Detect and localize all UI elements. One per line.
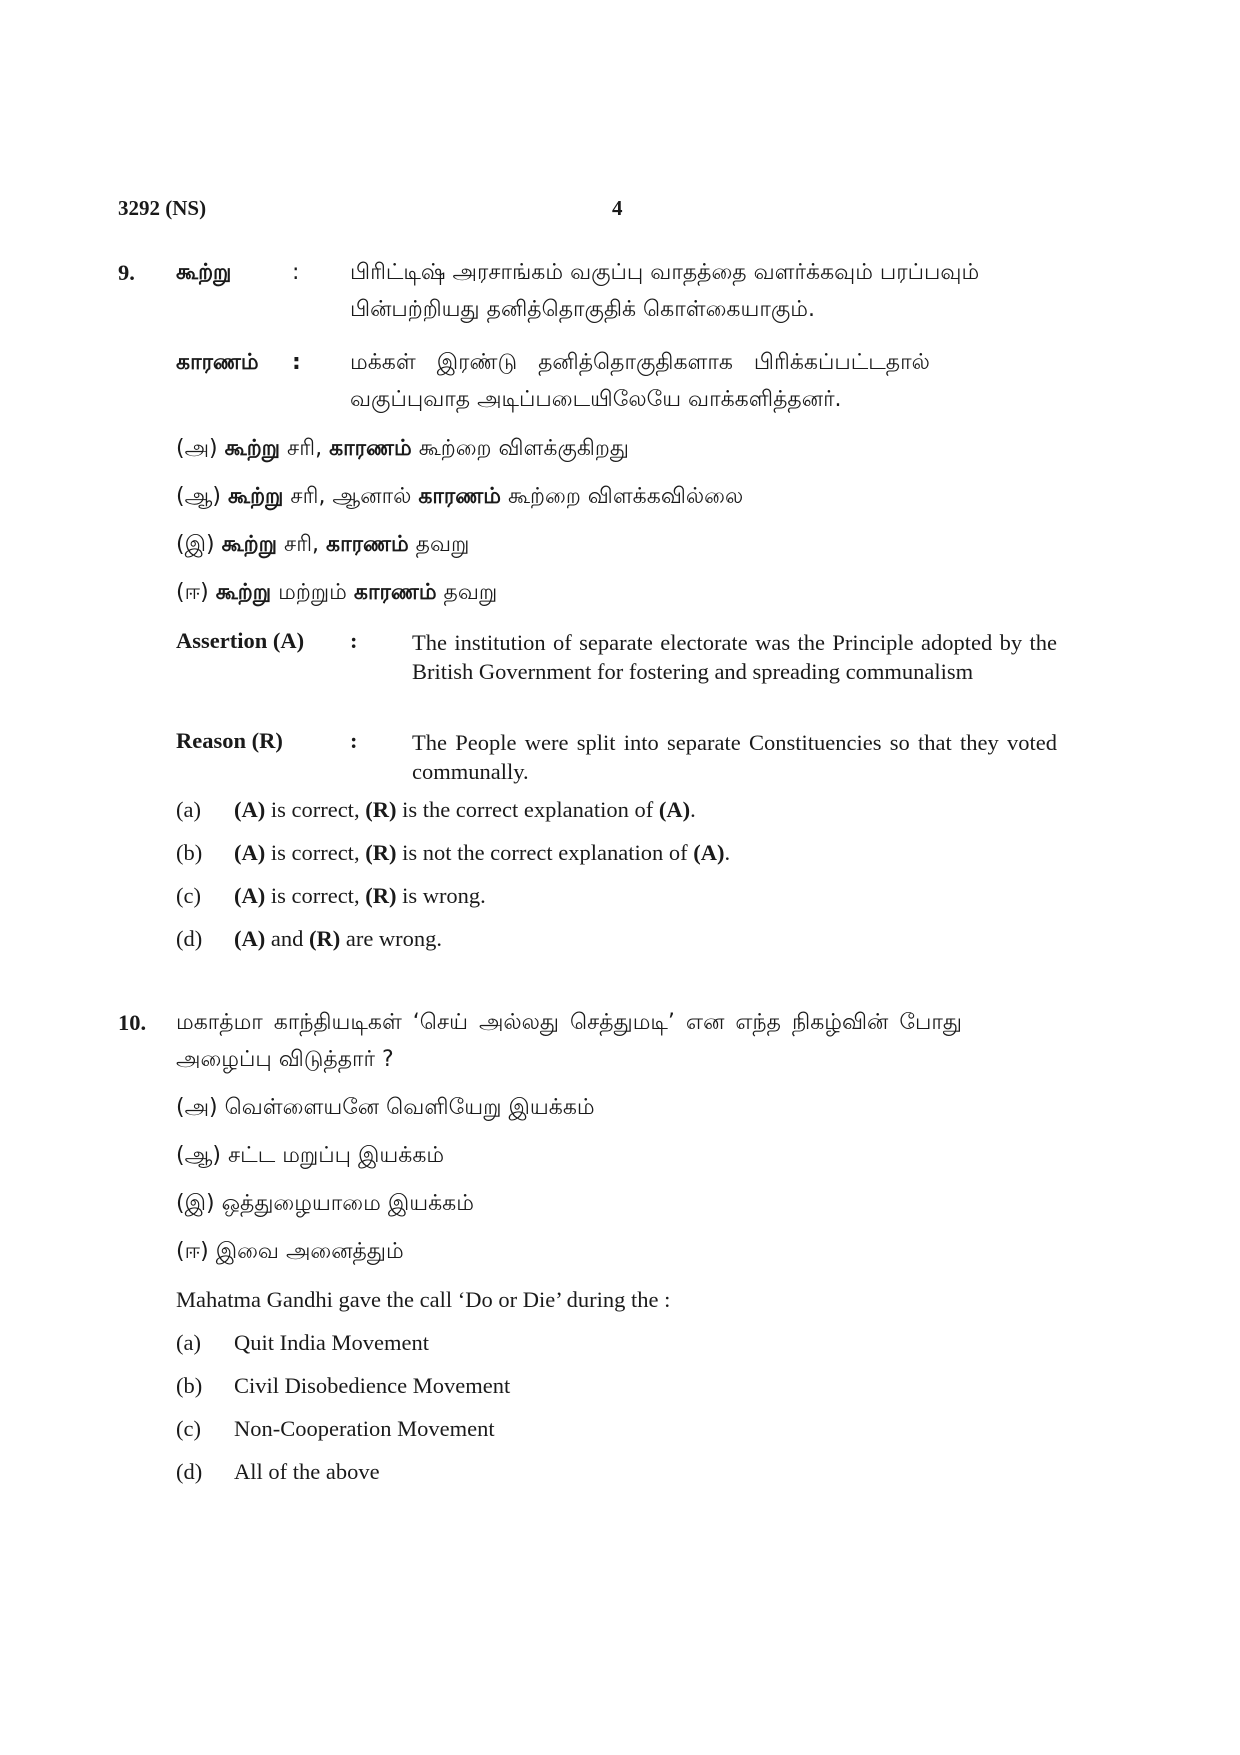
en-option-label: (c) [176,1416,201,1441]
ta-assertion-line2: பின்பற்றியது தனித்தொகுதிக் கொள்கையாகும். [350,297,815,322]
ta-option [176,1191,474,1219]
en-option-label: (d) [176,1459,203,1484]
option-text: கூற்றை விளக்குகிறது [411,436,629,461]
ta-assertion-label: கூற்று [176,260,232,285]
en-question: Mahatma Gandhi gave the call ‘Do or Die’ during the : [176,1287,671,1312]
option-text: is correct, [265,797,366,822]
option-label: (இ) [176,1191,215,1216]
ta-assertion-line1: பிரிட்டிஷ் அரசாங்கம் வகுப்பு வாதத்தை வளர்க்கவும் பரப்பவும் [350,260,980,285]
reason-word: காரணம் [353,580,437,605]
en-option [176,797,201,823]
en-option [176,840,202,866]
option-text: வெள்ளையனே வெளியேறு இயக்கம் [224,1095,595,1120]
assertion-ref: (A) [658,797,691,822]
en-option-label: (a) [176,1330,201,1355]
ta-reason-colon: : [292,350,301,375]
option-text: is the correct explanation of [396,797,659,822]
reason-ref: (R) [365,797,397,822]
reason-word: காரணம் [326,532,409,557]
en-option-text [234,926,442,952]
en-reason-colon: : [350,728,358,753]
option-label: (ஆ) [176,484,221,509]
en-option-label: (b) [176,1373,203,1398]
option-text: is wrong. [396,883,486,908]
option-text: ஒத்துழையாமை இயக்கம் [221,1191,474,1216]
reason-ref: (R) [365,840,397,865]
en-option-text: All of the above [234,1459,380,1484]
ta-assertion-colon: : [292,260,300,285]
assertion-ref: (A) [234,926,266,951]
en-assertion-colon: : [350,628,358,653]
assertion-ref: (A) [234,797,266,822]
en-option [176,926,202,952]
assertion-word: கூற்று [224,436,281,461]
ta-option [176,1095,595,1123]
paper-code: 3292 (NS) [118,196,207,220]
option-label: (d) [176,926,203,951]
ta-option [176,436,629,464]
assertion-ref: (A) [693,840,725,865]
option-text: தவறு [436,580,498,605]
assertion-ref: (A) [234,840,266,865]
option-label: (b) [176,840,203,865]
assertion-word: கூற்று [228,484,284,509]
ta-option [176,1239,404,1267]
en-option [176,883,201,909]
ta-question-line2: அழைப்பு விடுத்தார் ? [176,1047,394,1072]
option-label: (இ) [176,532,215,557]
ta-option [176,1143,444,1171]
page-number: 4 [612,196,623,220]
ta-option [176,580,497,608]
ta-reason-line2: வகுப்புவாத அடிப்படையிலேயே வாக்களித்தனர். [350,387,842,412]
option-text: is correct, [265,883,366,908]
option-text: சரி, [280,436,330,461]
option-text: சட்ட மறுப்பு இயக்கம் [228,1143,445,1168]
en-reason-label: Reason (R) [176,728,283,753]
ta-question-line1: மகாத்மா காந்தியடிகள் ‘செய் அல்லது செத்துமடி’ என எந்த நிகழ்வின் போது [176,1010,962,1035]
option-text: and [265,926,309,951]
en-option-text: Non-Cooperation Movement [234,1416,495,1441]
en-option-text [234,797,696,823]
option-text: சரி, ஆனால் [283,484,419,509]
option-text: தவறு [408,532,470,557]
en-reason-text: The People were split into separate Constituencies so that they voted communally. [412,730,1057,784]
option-text: is not the correct explanation of [396,840,694,865]
option-text: are wrong. [340,926,443,951]
ta-option [176,532,469,560]
option-text: . [690,797,696,822]
en-assertion-text: The institution of separate electorate was the Principle adopted by the British Government for fostering and spreading communalism [412,630,1057,684]
en-assertion-label: Assertion (A) [176,628,305,653]
option-text: . [724,840,731,865]
question-number: 9. [118,260,135,285]
option-label: (a) [176,797,201,822]
ta-reason-label: காரணம் [176,350,259,375]
option-text: கூற்றை விளக்கவில்லை [500,484,744,509]
question-number: 10. [118,1010,147,1035]
option-text: is correct, [265,840,366,865]
reason-word: காரணம் [418,484,501,509]
option-text: சரி, [277,532,327,557]
ta-reason-line1: மக்கள் இரண்டு தனித்தொகுதிகளாக பிரிக்கப்பட்டதால் [350,350,930,375]
en-option-text [234,840,730,866]
option-text: மற்றும் [271,580,354,605]
assertion-word: கூற்று [215,580,272,605]
option-text: இவை அனைத்தும் [215,1239,404,1264]
assertion-word: கூற்று [221,532,278,557]
option-label: (அ) [176,1095,218,1120]
ta-option [176,484,743,512]
en-option-text [234,883,486,909]
option-label: (c) [176,883,201,908]
assertion-ref: (A) [234,883,266,908]
reason-ref: (R) [308,926,341,951]
option-label: (ஈ) [176,1239,209,1264]
option-label: (ஆ) [176,1143,221,1168]
reason-word: காரணம் [329,436,412,461]
en-option-text: Civil Disobedience Movement [234,1373,511,1398]
en-option-text: Quit India Movement [234,1330,429,1355]
option-label: (ஈ) [176,580,209,605]
option-label: (அ) [176,436,218,461]
reason-ref: (R) [365,883,397,908]
